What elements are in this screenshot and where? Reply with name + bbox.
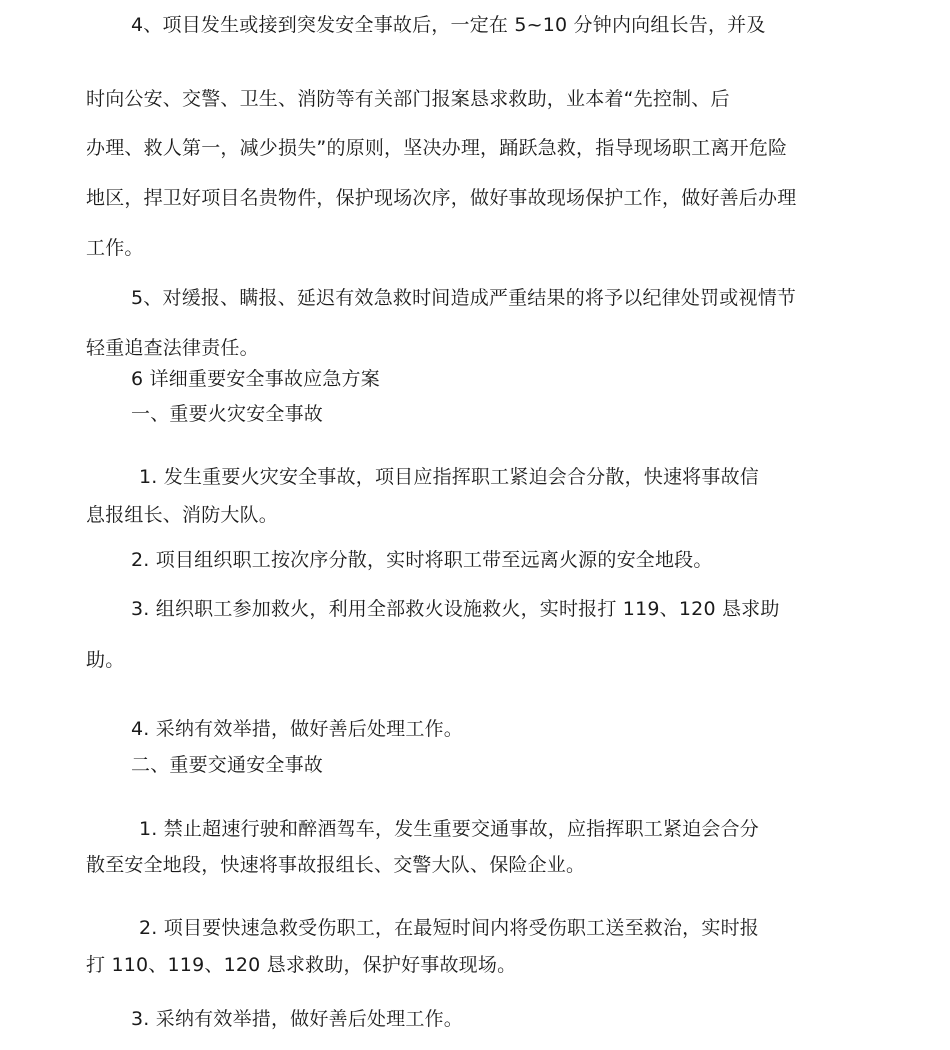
list-item-line: 1. 发生重要火灾安全事故，项目应指挥职工紧迫会合分散，快速将事故信 [139,466,759,488]
list-item-line: 助。 [86,649,125,671]
list-item-line: 3. 组织职工参加救火，利用全部救火设施救火，实时报打 119、120 恳求助 [131,598,780,620]
list-item-line: 1. 禁止超速行驶和醉酒驾车，发生重要交通事故，应指挥职工紧迫会合分 [139,818,759,840]
list-item-line: 4. 采纳有效举措，做好善后处理工作。 [131,718,463,740]
list-item-line: 2. 项目组织职工按次序分散，实时将职工带至远离火源的安全地段。 [131,549,713,571]
paragraph-line: 时向公安、交警、卫生、消防等有关部门报案恳求救助，业本着“先控制、后 [86,88,730,110]
paragraph-line: 5、对缓报、瞒报、延迟有效急救时间造成严重结果的将予以纪律处罚或视情节 [131,287,797,309]
subsection-heading: 二、重要交通安全事故 [131,754,324,776]
paragraph-line: 办理、救人第一，减少损失”的原则，坚决办理，踊跃急救，指导现场职工离开危险 [86,137,788,159]
paragraph-line: 轻重追查法律责任。 [86,337,259,359]
list-item-line: 息报组长、消防大队。 [86,504,279,526]
list-item-line: 2. 项目要快速急救受伤职工，在最短时间内将受伤职工送至救治，实时报 [139,917,759,939]
paragraph-line: 工作。 [86,237,144,259]
paragraph-line: 4、项目发生或接到突发安全事故后，一定在 5~10 分钟内向组长告，并及 [131,14,766,36]
list-item-line: 散至安全地段，快速将事故报组长、交警大队、保险企业。 [86,854,586,876]
list-item-line: 打 110、119、120 恳求救助，保护好事故现场。 [86,954,517,976]
paragraph-line: 地区，捍卫好项目名贵物件，保护现场次序，做好事故现场保护工作，做好善后办理 [86,187,797,209]
subsection-heading: 一、重要火灾安全事故 [131,403,324,425]
list-item-line: 3. 采纳有效举措，做好善后处理工作。 [131,1008,463,1030]
section-heading: 6 详细重要安全事故应急方案 [131,368,380,390]
